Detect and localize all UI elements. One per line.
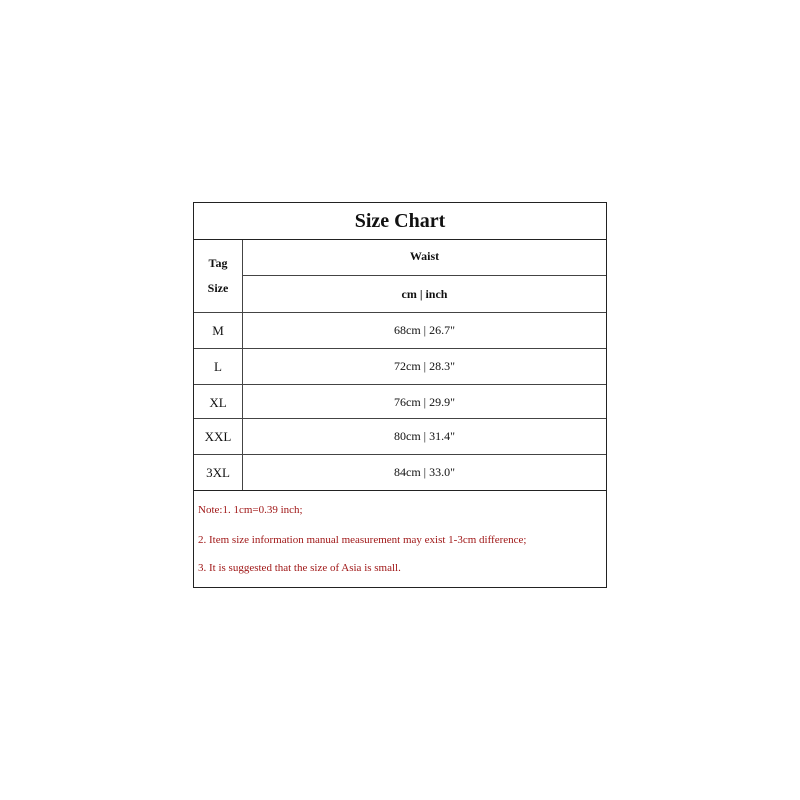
waist-header: Waist [243,240,606,276]
table-row [194,312,606,348]
waist-cell: 80cm | 31.4" [394,429,455,443]
size-label: Size [207,281,229,295]
tag-size-header [194,240,243,312]
table-row [194,418,606,454]
note-3: 3. It is suggested that the size of Asia is small. [198,562,401,574]
size-cell: 3XL [194,455,243,490]
tag-label: Tag [208,256,228,270]
table-row [194,348,606,384]
note-1: Note:1. 1cm=0.39 inch; [198,504,303,516]
chart-title: Size Chart [194,203,606,240]
size-chart-table [193,202,607,588]
waist-cell: 72cm | 28.3" [394,359,455,373]
waist-cell: 84cm | 33.0" [394,465,455,479]
table-row [194,384,606,420]
waist-cell: 76cm | 29.9" [394,395,455,409]
size-cell: XL [194,385,243,420]
waist-cell: 68cm | 26.7" [394,323,455,337]
units-header: cm | inch [401,286,448,301]
size-cell: M [194,313,243,348]
notes-section [194,490,606,587]
size-cell: L [194,349,243,384]
size-cell: XXL [194,419,243,454]
table-row [194,454,606,490]
note-2: 2. Item size information manual measurement may exist 1-3cm difference; [198,534,527,546]
